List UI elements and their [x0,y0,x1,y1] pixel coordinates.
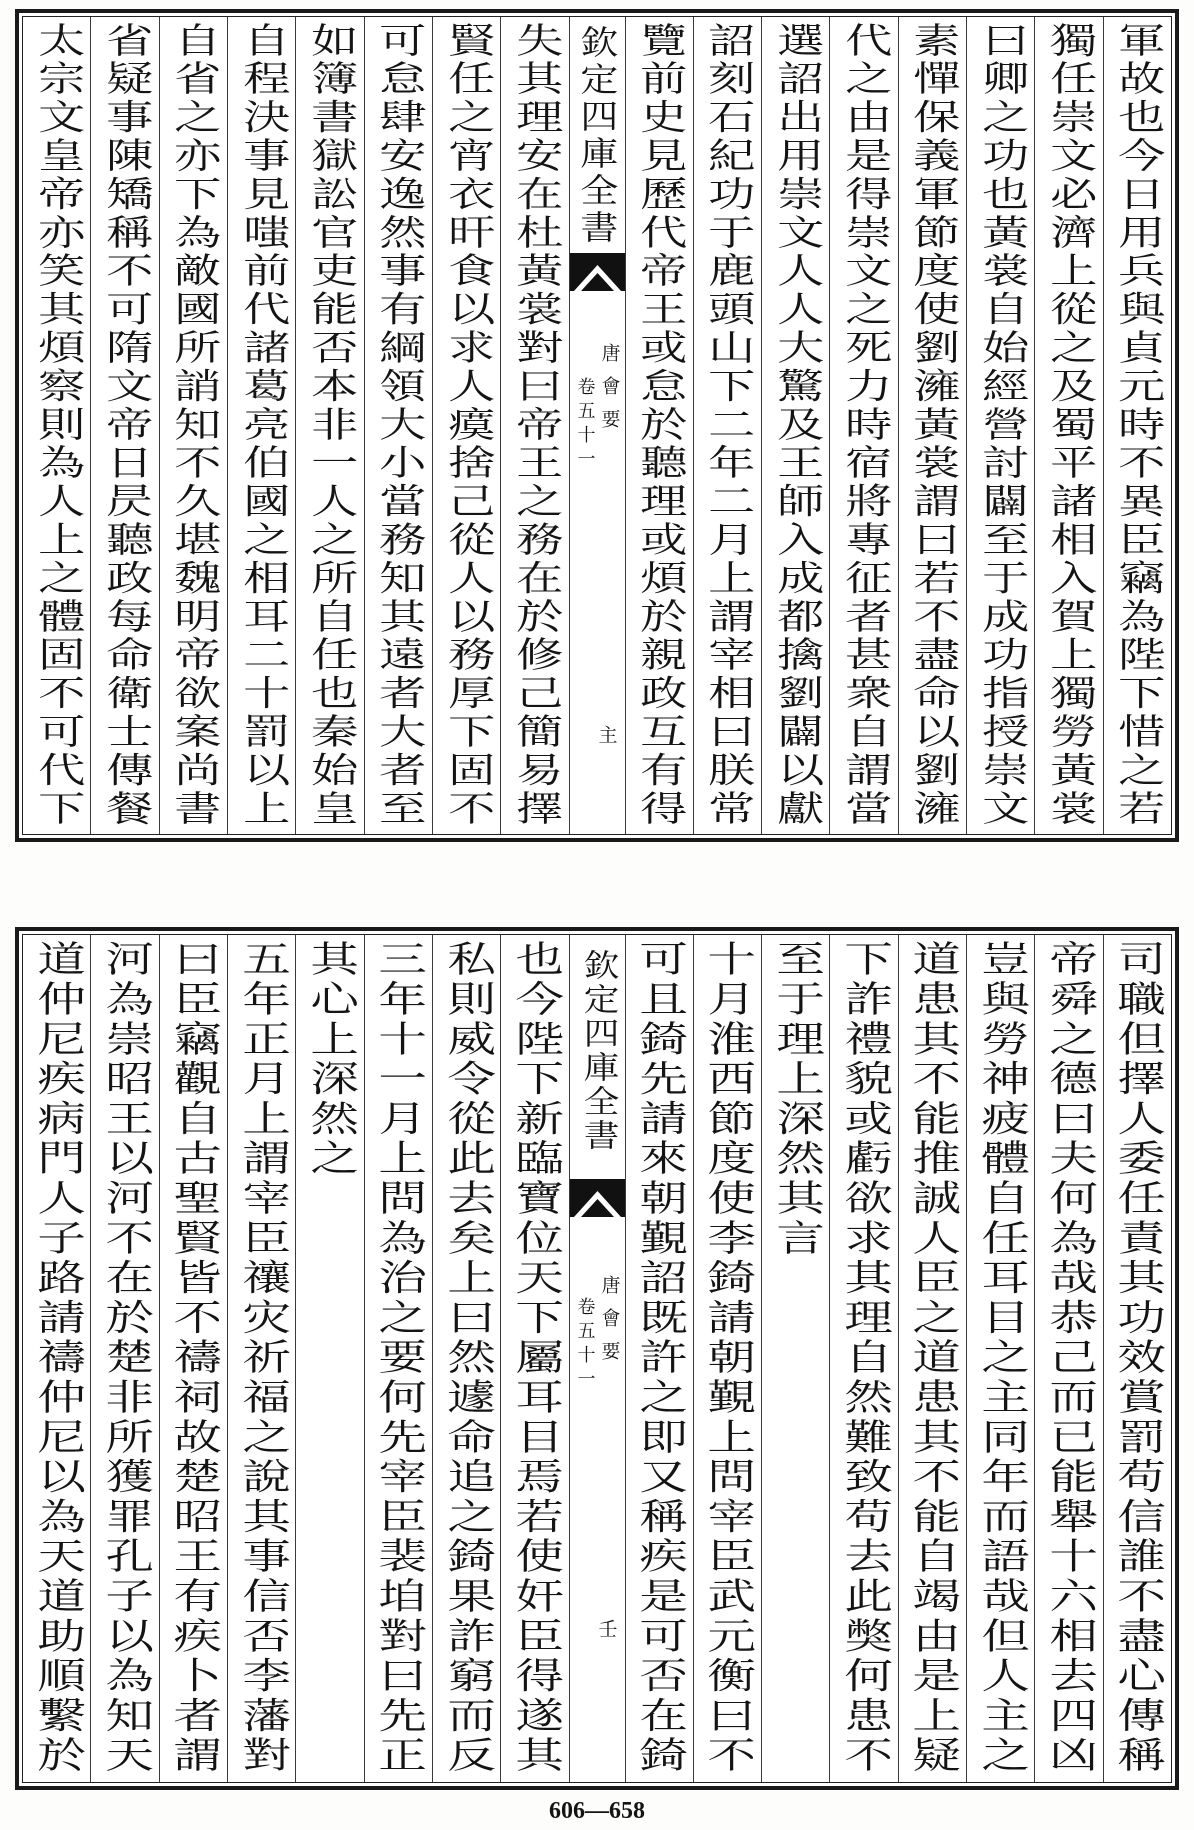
column-text: 十月淮西節度使李錡請朝覲上問宰臣武元衡曰不 [700,940,756,1776]
text-column [159,935,227,1782]
column-text: 也今陛下新臨寶位天下屬耳目焉若使奸臣得遂其 [507,940,564,1776]
text-column [23,935,90,1782]
center-title: 欽定四庫全書 [574,25,620,247]
center-book-title: 唐會要 [598,343,621,442]
text-column [693,17,761,834]
text-column [898,17,966,834]
column-text: 獨任崇文必濟上從之及蜀平諸相入賀上獨勞黃裳 [1042,22,1097,829]
text-column [500,935,568,1782]
center-volume: 卷五十一 [574,377,596,473]
text-column [432,17,500,834]
column-text: 失其理安在杜黃裳對曰帝王之務在於修己簡易擇 [508,22,563,829]
text-column [90,935,158,1782]
column-text: 賢任之宵衣旰食以求人瘼捨己從人以務厚下固不 [440,22,495,829]
column-text: 覽前史見歷代帝王或怠於聽理或煩於親政互有得 [632,22,687,829]
lower-half-page [15,927,1179,1790]
center-volume: 卷五十一 [574,1297,596,1393]
column-grid [22,934,1172,1783]
text-column [1034,17,1102,834]
text-column [227,17,295,834]
text-column [625,935,693,1782]
text-column [227,935,295,1782]
text-column [966,935,1034,1782]
fish-tail-mark [570,253,625,291]
text-column [364,935,432,1782]
upper-half-page [15,9,1179,842]
text-column [625,17,693,834]
column-text: 自程決事見嗤前代諸葛亮伯國之相耳二十罰以上 [235,22,290,829]
column-text: 豈與勞神疲體自任耳目之主同年而語哉但人主之 [973,940,1030,1776]
column-text: 軍故也今日用兵與貞元時不異臣竊為陛下惜之若 [1111,22,1166,829]
column-text: 道仲尼疾病門人子路請禱仲尼以為天道助順繫於 [29,940,86,1776]
text-column [966,17,1034,834]
column-text: 道患其不能推誠人臣之道患其不能自竭由是上疑 [905,940,961,1776]
text-column [500,17,568,834]
column-text: 可且錡先請來朝覲詔既許之即又稱疾是可否在錡 [632,940,688,1776]
column-text: 三年十一月上問為治之要何先宰臣裴垍對曰先正 [371,940,427,1776]
center-strip [569,17,625,834]
text-column [90,17,158,834]
text-column [1103,17,1171,834]
column-text: 省疑事陳矯稱不可隋文帝日昃聽政每命衛士傳餐 [98,22,153,829]
column-text: 曰臣竊觀自古聖賢皆不禱祠故楚昭王有疾卜者謂 [166,940,222,1776]
text-column [295,935,363,1782]
column-text: 曰卿之功也黃裳自始經營討闢至于成功指授崇文 [974,22,1029,829]
column-text: 其心上深然之 [302,940,359,1179]
text-column [761,935,829,1782]
text-column [693,935,761,1782]
column-text: 司職但擇人委任責其功效賞罰苟信誰不盡心傳稱 [1110,940,1166,1776]
text-column [1103,935,1171,1782]
text-column [829,17,897,834]
column-text: 詔刻石紀功于鹿頭山下二年二月上謂宰相曰朕常 [701,22,756,829]
column-text: 代之由是得崇文之死力時宿將專征者甚衆自謂當 [837,22,892,829]
text-column [295,17,363,834]
text-column [432,935,500,1782]
column-text: 如簿書獄訟官吏能否本非一人之所自任也秦始皇 [303,22,358,829]
column-text: 至于理上深然其言 [768,940,825,1259]
column-text: 帝舜之德曰夫何為哉恭己而已能舉十六相去四凶 [1042,940,1098,1776]
fish-tail-mark [570,1179,625,1217]
column-text: 河為崇昭王以河不在於楚非所獲罪孔子以為知天 [97,940,154,1776]
folio-number: 主 [595,725,618,744]
text-column [364,17,432,834]
column-text: 自省之亦下為敵國所誚知不久堪魏明帝欲案尚書 [166,22,221,829]
text-column [898,935,966,1782]
column-text: 素憚保義軍節度使劉澭黃裳謂曰若不盡命以劉澭 [906,22,961,829]
page-code: 606—658 [549,1798,645,1824]
text-column [159,17,227,834]
text-column [1034,935,1102,1782]
center-strip [569,935,625,1782]
text-column [761,17,829,834]
column-text: 可怠肆安逸然事有綱領大小當務知其遠者大者至 [371,22,426,829]
center-title: 欽定四庫全書 [576,949,619,1153]
text-column [829,935,897,1782]
center-book-title: 唐會要 [598,1275,621,1374]
column-text: 太宗文皇帝亦笑其煩察則為人上之體固不可代下 [30,22,85,829]
column-text: 下詐禮貌或虧欲求其理自然難致苟去此獘何患不 [837,940,893,1776]
folio-number: 壬 [595,1619,618,1638]
column-grid [22,16,1172,835]
column-text: 選詔出用崇文人人大驚及王師入成都擒劉闢以獻 [769,22,824,829]
column-text: 私則威令從此去矣上曰然遽命追之錡果詐窮而反 [439,940,495,1776]
column-text: 五年正月上謂宰臣禳灾祈福之說其事信否李藩對 [234,940,290,1776]
text-column [23,17,90,834]
